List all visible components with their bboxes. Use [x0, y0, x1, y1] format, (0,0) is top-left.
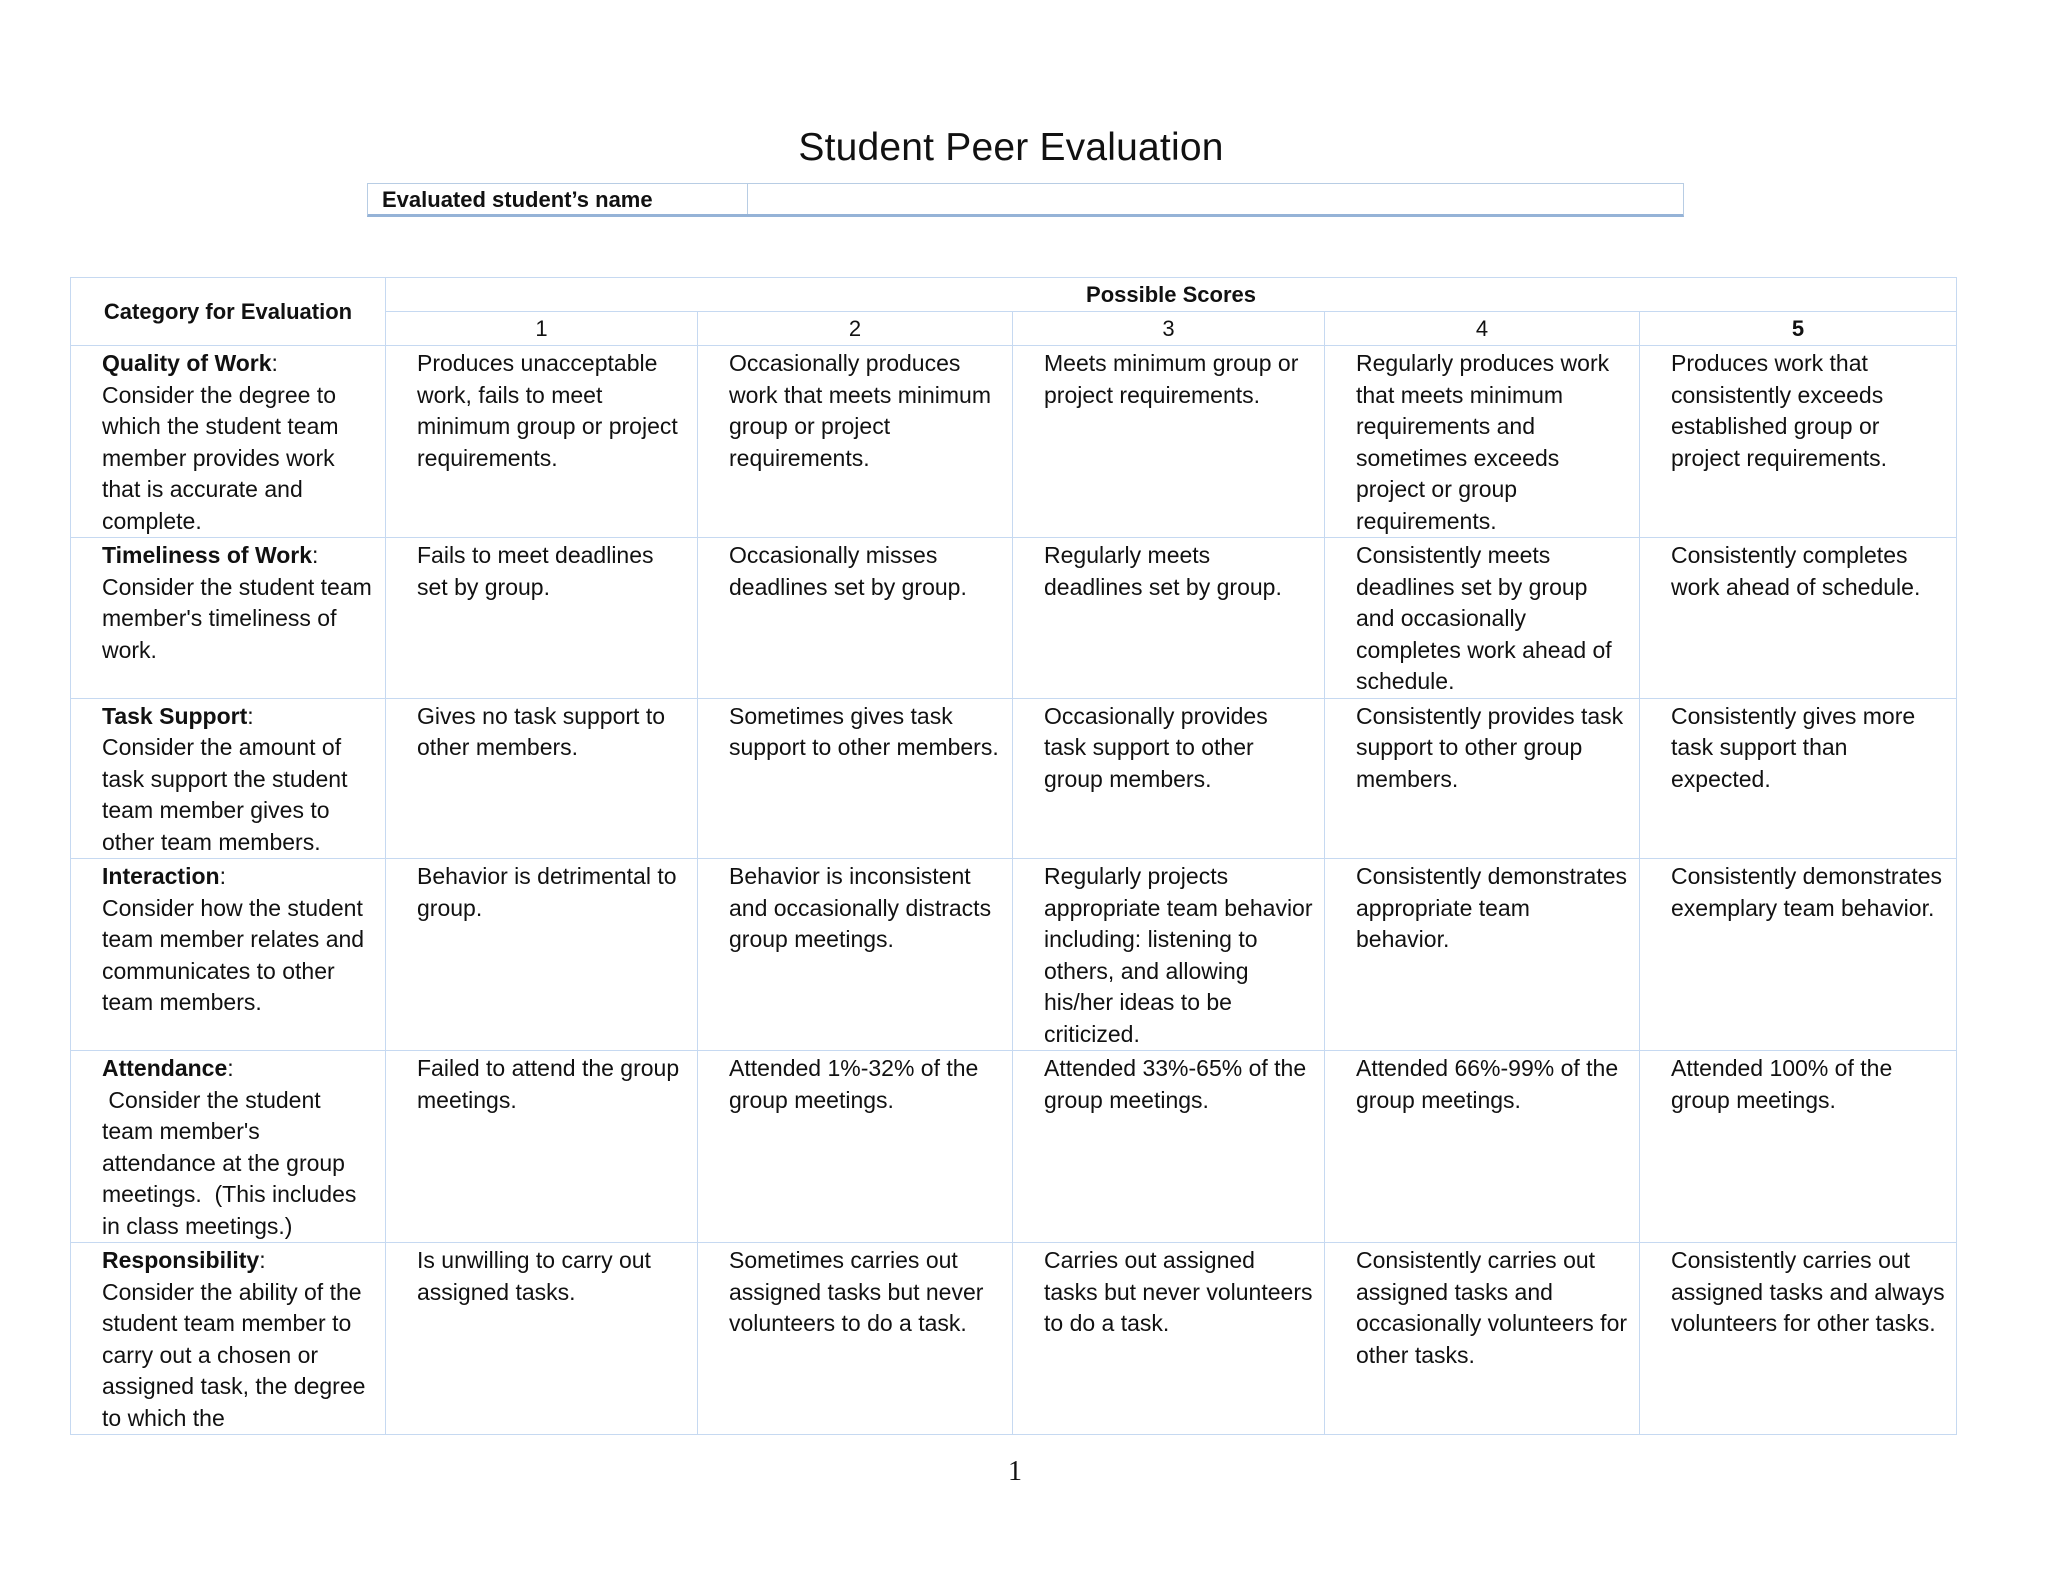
score-cell: Behavior is inconsistent and occasionally distracts group meetings. [698, 859, 1013, 1051]
score-cell: Sometimes carries out assigned tasks but never volunteers to do a task. [698, 1243, 1013, 1435]
category-description: Consider the degree to which the student team member provides work that is accurate and complete. [102, 381, 339, 534]
rubric-row-responsibility [71, 1243, 1957, 1435]
score-cell: Consistently demonstrates exemplary team behavior. [1640, 859, 1957, 1051]
score-level-header: 5 [1640, 312, 1957, 346]
rubric-table [70, 277, 1957, 1435]
category-name: Interaction [102, 863, 220, 889]
score-cell: Occasionally produces work that meets minimum group or project requirements. [698, 346, 1013, 538]
category-description: Consider the student team member's attendance at the group meetings. (This includes in class meetings.) [102, 1086, 363, 1239]
score-cell: Behavior is detrimental to group. [386, 859, 698, 1051]
evaluated-student-name-field[interactable] [748, 184, 1683, 214]
category-description: Consider how the student team member relates and communicates to other team members. [102, 894, 365, 1015]
category-cell: Interaction: Consider how the student team member relates and communicates to other team members. [71, 859, 386, 1051]
score-cell: Sometimes gives task support to other members. [698, 698, 1013, 859]
score-cell: Occasionally provides task support to other group members. [1013, 698, 1325, 859]
rubric-row-task-support [71, 698, 1957, 859]
score-level-header: 4 [1325, 312, 1640, 346]
score-cell: Carries out assigned tasks but never volunteers to do a task. [1013, 1243, 1325, 1435]
score-cell: Consistently provides task support to other group members. [1325, 698, 1640, 859]
score-cell: Regularly projects appropriate team behavior including: listening to others, and allowing his/her ideas to be criticized. [1013, 859, 1325, 1051]
category-cell: Task Support: Consider the amount of task support the student team member gives to other team members. [71, 698, 386, 859]
category-description: Consider the amount of task support the student team member gives to other team members. [102, 734, 348, 855]
category-name: Attendance [102, 1055, 228, 1081]
score-cell: Attended 100% of the group meetings. [1640, 1051, 1957, 1243]
page-title: Student Peer Evaluation [798, 126, 1224, 169]
category-name: Quality of Work [102, 350, 272, 376]
rubric-row-timeliness-of-work [71, 538, 1957, 699]
score-cell: Produces work that consistently exceeds established group or project requirements. [1640, 346, 1957, 538]
page-number: 1 [1008, 1456, 1022, 1487]
category-cell: Quality of Work: Consider the degree to which the student team member provides work that is accurate and complete. [71, 346, 386, 538]
score-cell: Consistently demonstrates appropriate team behavior. [1325, 859, 1640, 1051]
category-name: Responsibility [102, 1247, 260, 1273]
category-name: Timeliness of Work [102, 542, 313, 568]
score-cell: Regularly produces work that meets minimum requirements and sometimes exceeds project or group requirements. [1325, 346, 1640, 538]
category-cell: Timeliness of Work: Consider the student team member's timeliness of work. [71, 538, 386, 699]
category-cell: Attendance: Consider the student team member's attendance at the group meetings. (This includes in class meetings.) [71, 1051, 386, 1243]
rubric-row-quality-of-work [71, 346, 1957, 538]
category-description: Consider the student team member's timeliness of work. [102, 573, 372, 663]
category-description: Consider the ability of the student team member to carry out a chosen or assigned task, the degree to which the [102, 1278, 366, 1431]
score-cell: Produces unacceptable work, fails to meet minimum group or project requirements. [386, 346, 698, 538]
score-cell: Consistently meets deadlines set by group and occasionally completes work ahead of schedule. [1325, 538, 1640, 699]
score-cell: Consistently carries out assigned tasks and always volunteers for other tasks. [1640, 1243, 1957, 1435]
score-cell: Attended 33%-65% of the group meetings. [1013, 1051, 1325, 1243]
score-cell: Meets minimum group or project requirements. [1013, 346, 1325, 538]
possible-scores-header: Possible Scores [386, 278, 1957, 312]
score-cell: Attended 66%-99% of the group meetings. [1325, 1051, 1640, 1243]
score-level-header: 3 [1013, 312, 1325, 346]
category-header: Category for Evaluation [71, 278, 386, 346]
score-level-header: 1 [386, 312, 698, 346]
score-cell: Failed to attend the group meetings. [386, 1051, 698, 1243]
score-cell: Consistently completes work ahead of schedule. [1640, 538, 1957, 699]
category-name: Task Support [102, 702, 248, 729]
score-cell: Consistently gives more task support than expected. [1640, 698, 1957, 859]
score-cell: Gives no task support to other members. [386, 698, 698, 859]
score-cell: Regularly meets deadlines set by group. [1013, 538, 1325, 699]
score-cell: Consistently carries out assigned tasks and occasionally volunteers for other tasks. [1325, 1243, 1640, 1435]
score-level-header: 2 [698, 312, 1013, 346]
score-cell: Fails to meet deadlines set by group. [386, 538, 698, 699]
rubric-row-interaction [71, 859, 1957, 1051]
category-cell: Responsibility: Consider the ability of the student team member to carry out a chosen or assigned task, the degree to which the [71, 1243, 386, 1435]
score-cell: Attended 1%-32% of the group meetings. [698, 1051, 1013, 1243]
score-cell: Is unwilling to carry out assigned tasks. [386, 1243, 698, 1435]
evaluated-student-name-label: Evaluated student’s name [368, 184, 748, 214]
evaluated-student-name-table [367, 183, 1684, 217]
rubric-row-attendance [71, 1051, 1957, 1243]
score-cell: Occasionally misses deadlines set by group. [698, 538, 1013, 699]
